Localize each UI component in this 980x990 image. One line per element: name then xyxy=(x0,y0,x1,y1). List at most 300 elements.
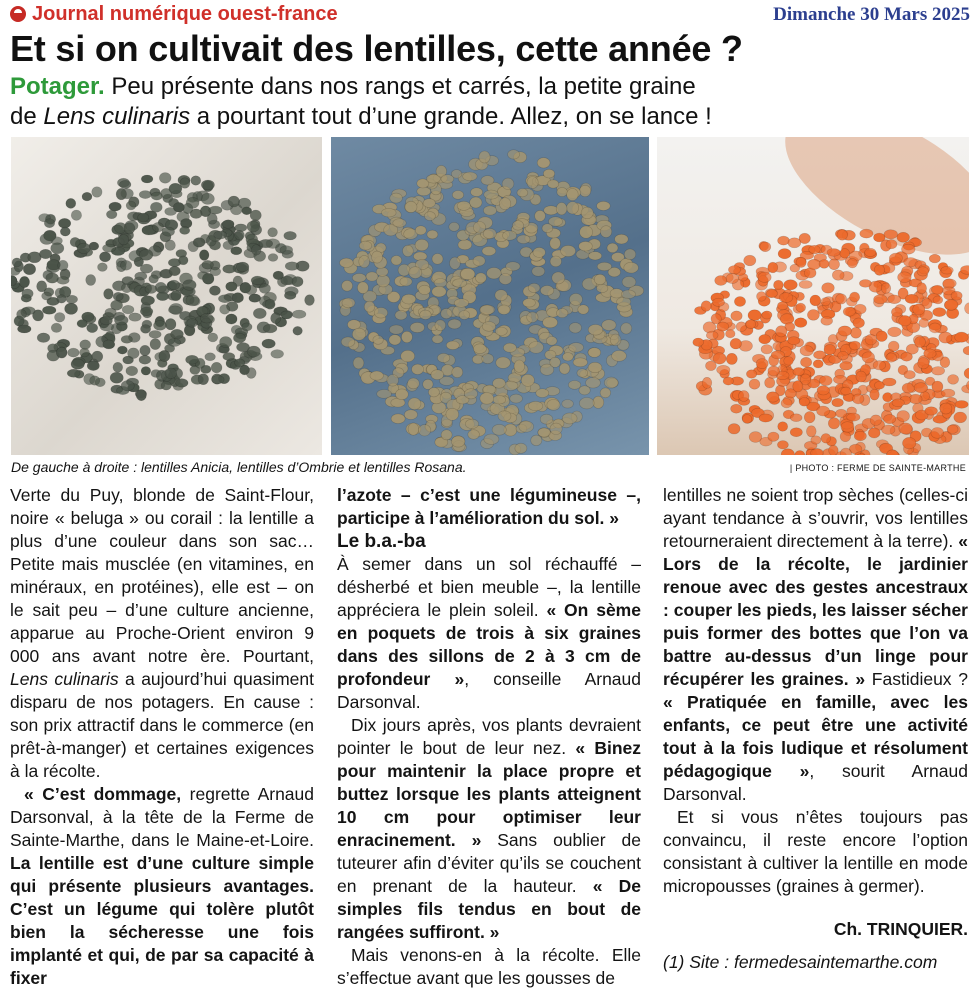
lentil-grain xyxy=(624,249,636,260)
lentil-grain xyxy=(463,172,477,181)
lentil-grain xyxy=(66,198,76,208)
photo-caption: De gauche à droite : lentilles Anicia, lentilles d’Ombrie et lentilles Rosana. xyxy=(11,459,467,475)
lentil-grain xyxy=(762,311,772,319)
lentil-grain xyxy=(593,396,604,408)
lentil-grain xyxy=(837,230,848,241)
lentil-grain xyxy=(389,325,403,334)
lentil-grain xyxy=(909,394,922,404)
lentil-grain xyxy=(717,365,730,374)
lentil-grain xyxy=(963,346,969,355)
lentil-grain xyxy=(801,357,812,367)
lentil-grain xyxy=(341,337,355,347)
lentil-grain xyxy=(129,313,141,321)
lentil-grain xyxy=(528,283,540,292)
text: À semer dans un sol réchauffé – désherbé et bien meuble –, la lentille appréciera le plein soleil. xyxy=(337,554,641,620)
lentil-grain xyxy=(597,284,608,292)
lentil-grain xyxy=(390,193,403,203)
lentil-grain xyxy=(822,283,835,293)
lentil-grain xyxy=(914,383,928,393)
lentil-grain xyxy=(468,430,480,440)
lentil-grain xyxy=(98,263,108,272)
lentil-grain xyxy=(881,283,891,294)
lentil-grain xyxy=(140,345,151,355)
lentil-grain xyxy=(393,219,406,228)
lentil-grain xyxy=(284,231,297,240)
lentil-grain xyxy=(502,178,514,189)
site-link[interactable]: fermedesaintemarthe.com xyxy=(734,952,938,972)
lentil-grain xyxy=(758,272,771,282)
lentil-grain xyxy=(373,336,383,345)
lentil-grain xyxy=(353,357,364,369)
lentil-grain xyxy=(464,389,477,399)
lentil-grain xyxy=(498,411,511,421)
lentil-grain xyxy=(578,305,589,315)
lentil-grain xyxy=(932,367,945,376)
lentil-grain xyxy=(187,319,198,328)
lentil-grain xyxy=(874,295,888,304)
lentil-grain xyxy=(280,246,293,255)
lentil-grain xyxy=(838,351,849,360)
lentil-grain xyxy=(828,418,839,429)
lentil-grain xyxy=(479,151,490,163)
lentil-grain xyxy=(543,317,558,328)
lentil-grain xyxy=(556,309,568,318)
lentil-grain xyxy=(621,323,632,334)
lentil-grain xyxy=(428,388,439,397)
lentil-grain xyxy=(22,289,33,298)
lentil-grain xyxy=(12,258,22,267)
lentil-grain xyxy=(446,341,459,350)
lentil-grain xyxy=(228,196,240,207)
lentil-grain xyxy=(884,414,896,423)
lentil-grain xyxy=(432,286,446,297)
lentil-grain xyxy=(790,428,802,437)
lentil-grain xyxy=(870,389,880,400)
lentil-grain xyxy=(404,410,417,420)
lentil-grain xyxy=(117,346,127,354)
lentil-grain xyxy=(412,364,424,374)
lentil-grain xyxy=(159,173,171,184)
lentil-grain xyxy=(917,267,929,276)
lentil-grain xyxy=(589,252,602,260)
lentil-grain xyxy=(622,277,636,288)
author-signature: Ch. TRINQUIER. xyxy=(833,919,968,939)
lentil-grain xyxy=(226,314,237,324)
lentil-grain xyxy=(888,295,901,304)
lentil-grain xyxy=(610,289,623,298)
lentil-grain xyxy=(121,336,132,344)
lentil-grain xyxy=(940,403,952,414)
lentil-grain xyxy=(252,245,262,256)
lentil-grain xyxy=(165,368,177,379)
lentil-grain xyxy=(209,206,222,214)
lentil-grain xyxy=(44,230,57,241)
lentil-grain xyxy=(568,381,580,390)
lentil-grain xyxy=(768,366,780,376)
text: Fastidieux ? xyxy=(865,669,969,689)
lentil-grain xyxy=(179,256,189,265)
lentil-grain xyxy=(104,289,114,300)
lentil-grain xyxy=(542,224,553,233)
lentil-grain xyxy=(728,266,740,275)
lentil-grain xyxy=(768,262,778,273)
lentil-grain xyxy=(527,177,538,189)
lentil-grain xyxy=(819,376,832,386)
lentil-grain xyxy=(42,306,56,314)
lentil-grain xyxy=(832,398,844,406)
lentil-grain xyxy=(169,266,180,276)
lentil-grain xyxy=(579,185,590,196)
lentil-grain xyxy=(529,342,544,354)
lentil-grain xyxy=(702,377,712,388)
lentil-grain xyxy=(80,340,91,350)
lentil-grain xyxy=(728,424,740,434)
lentil-grain xyxy=(396,389,409,400)
lentil-grain xyxy=(559,363,570,374)
lentil-grain xyxy=(918,358,929,369)
lentil-grain xyxy=(51,323,62,332)
lentil-grain xyxy=(868,428,880,438)
text: , conseille Arnaud Darsonval. xyxy=(337,669,641,712)
lentil-grain xyxy=(965,303,970,314)
subheading: Le b.a.-ba xyxy=(337,531,426,552)
lentil-grain xyxy=(579,241,593,251)
lentil-grain xyxy=(480,305,495,315)
lentil-grain xyxy=(342,280,353,291)
lentil-grain xyxy=(114,315,128,325)
lentil-grain xyxy=(165,240,175,251)
lentil-grain xyxy=(173,202,184,212)
lentil-grain xyxy=(874,233,886,242)
lentil-grain xyxy=(813,360,823,368)
lentil-grain xyxy=(853,318,865,328)
lentil-grain xyxy=(771,351,784,359)
lentil-grain xyxy=(259,284,270,294)
lentil-grain xyxy=(506,262,520,271)
lentil-grain xyxy=(51,243,64,254)
lentil-grain xyxy=(535,210,546,221)
lentil-grain xyxy=(126,201,136,210)
lentil-grain xyxy=(712,298,724,306)
lentil-grain xyxy=(711,314,721,324)
lentil-grain xyxy=(777,441,788,449)
lentil-grain xyxy=(183,280,197,291)
lentil-grain xyxy=(781,399,792,408)
lentil-grain xyxy=(929,254,940,263)
lentil-grain xyxy=(220,305,230,315)
lentil-grain xyxy=(579,398,594,409)
lentil-grain xyxy=(446,408,459,420)
lentil-grain xyxy=(726,273,738,283)
lentil-grain xyxy=(202,273,214,284)
lentil-grain xyxy=(931,285,943,294)
lentil-grain xyxy=(65,303,78,314)
paragraph xyxy=(10,783,314,990)
lentil-grain xyxy=(372,251,383,263)
lentil-grain xyxy=(824,344,836,354)
text: regrette Arnaud Darsonval, à la tête de la Ferme de Sainte-Marthe, dans le Maine-et-Loire. xyxy=(10,784,314,850)
lentil-grain xyxy=(540,286,553,296)
lentil-grain xyxy=(600,226,611,238)
section-kicker: Potager. xyxy=(10,73,105,100)
lentil-grain xyxy=(832,270,844,280)
lentil-grain xyxy=(503,231,517,241)
lentil-grain xyxy=(366,272,378,281)
lentil-grain xyxy=(562,413,577,424)
lentil-grain xyxy=(547,400,560,411)
lentil-grain xyxy=(954,412,967,423)
lentil-grain xyxy=(774,280,784,290)
lentil-grain xyxy=(804,412,815,423)
lentil-grain xyxy=(39,249,51,258)
lentil-pile-2 xyxy=(331,137,649,455)
lentil-grain xyxy=(573,358,587,367)
lentil-grain xyxy=(532,266,545,276)
lentil-grain xyxy=(538,428,550,437)
lentil-grain xyxy=(540,414,553,424)
lentil-grain xyxy=(821,317,833,326)
lentil-grain xyxy=(873,361,886,370)
lentil-grain xyxy=(281,311,292,319)
lentil-grain xyxy=(201,193,214,204)
lentil-grain xyxy=(594,274,605,285)
lentil-grain xyxy=(271,350,284,359)
lentil-grain xyxy=(473,222,485,234)
lentil-grain xyxy=(915,337,926,348)
lentil-grain xyxy=(419,285,431,294)
lentil-grain xyxy=(523,299,536,308)
lentil-grain xyxy=(777,302,787,310)
lentil-grain xyxy=(87,361,99,371)
lentil-grain xyxy=(495,290,507,301)
lentil-grain xyxy=(46,273,59,283)
lentil-grain xyxy=(473,344,486,354)
lentil-grain xyxy=(105,308,116,317)
lentil-grain xyxy=(854,304,866,314)
lentil-grain xyxy=(169,183,182,194)
lentil-grain xyxy=(191,176,201,185)
quote: l’azote – c’est une légumineuse –, participe à l’amélioration du sol. » xyxy=(337,485,641,528)
lentil-grain xyxy=(492,424,506,435)
lentil-grain xyxy=(441,308,452,318)
lentil-grain xyxy=(955,401,968,409)
lentil-grain xyxy=(496,357,511,368)
lentil-grain xyxy=(92,187,102,198)
lentil-grain xyxy=(856,371,866,382)
lentil-grain xyxy=(453,279,467,288)
lentil-grain xyxy=(448,319,461,329)
paragraph xyxy=(337,484,641,530)
lentil-grain xyxy=(226,282,237,291)
lentil-grain xyxy=(533,247,545,257)
lentil-grain xyxy=(139,191,151,199)
lentil-grain xyxy=(471,188,483,197)
lentil-grain xyxy=(342,298,355,308)
lentil-grain xyxy=(552,272,565,284)
lentil-grain xyxy=(198,374,209,385)
lentil-grain xyxy=(854,431,866,441)
lentil-grain xyxy=(784,280,798,290)
article-headline: Et si on cultivait des lentilles, cette année ? xyxy=(10,28,743,69)
lentil-grain xyxy=(200,313,213,323)
lentil-grain xyxy=(357,282,368,294)
lentil-grain xyxy=(836,294,847,304)
lentil-grain xyxy=(138,213,149,222)
lentil-grain xyxy=(409,267,422,279)
lentil-grain xyxy=(759,414,772,422)
lentil-grain xyxy=(382,208,397,217)
lentil-grain xyxy=(495,327,507,335)
standfirst-text-1: Peu présente dans nos rangs et carrés, la petite graine xyxy=(104,73,696,100)
lentil-grain xyxy=(242,207,252,215)
lentil-grain xyxy=(389,335,401,345)
lentil-grain xyxy=(231,247,242,255)
lentil-grain xyxy=(829,259,840,270)
lentil-grain xyxy=(563,353,574,361)
text: , sourit Arnaud Darsonval. xyxy=(663,761,968,804)
lentil-grain xyxy=(557,187,568,196)
lentil-grain xyxy=(701,301,711,312)
lentil-grain xyxy=(588,325,603,336)
lentil-grain xyxy=(423,199,435,208)
lentil-grain xyxy=(766,289,777,297)
paragraph: Mais venons-en à la récolte. Elle s’effectue avant que les gousses de xyxy=(337,945,641,988)
lentil-grain xyxy=(208,333,218,342)
brand[interactable] xyxy=(10,3,338,26)
lentil-grain xyxy=(154,321,167,331)
lentil-grain xyxy=(401,350,415,362)
lentil-grain xyxy=(597,201,611,210)
lentil-grain xyxy=(580,226,593,238)
lentil-grain xyxy=(259,239,273,247)
lentil-grain xyxy=(919,319,929,328)
latin-name: Lens culinaris xyxy=(10,669,119,689)
lentil-grain xyxy=(779,293,793,303)
lentil-grain xyxy=(731,311,742,321)
lentil-grain xyxy=(706,331,718,339)
lentil-grain xyxy=(19,276,29,287)
lentil-grain xyxy=(870,415,881,426)
lentil-grain xyxy=(498,305,510,315)
lentil-grain xyxy=(757,292,767,302)
quote: « Lors de la récolte, le jardinier renoue avec des gestes ancestraux : couper les pieds, les laisser sécher puis former des bottes que l’on va battre au-dessus d’un linge pour récupérer les graines. » xyxy=(663,531,968,689)
lentil-grain xyxy=(435,320,446,331)
lentil-grain xyxy=(268,228,278,237)
lentil-grain xyxy=(199,250,209,261)
lentil-grain xyxy=(465,419,478,429)
text: a aujourd’hui quasiment disparu de nos potagers. En cause : son prix attractif dans le commerce (en prêt-à-manger) et certaines exigences à la récolte. xyxy=(10,669,314,781)
lentil-grain xyxy=(201,180,214,190)
lentil-grain xyxy=(118,235,128,245)
lentil-grain xyxy=(902,244,916,254)
paragraph xyxy=(10,484,314,783)
lentil-grain xyxy=(624,262,639,273)
lentil-grain xyxy=(284,291,296,299)
lentil-grain xyxy=(612,351,627,362)
lentil-grain xyxy=(193,238,205,248)
lentil-grain xyxy=(883,378,897,386)
lentil-grain xyxy=(821,434,831,444)
lentil-grain xyxy=(451,436,465,447)
lentil-grain xyxy=(141,175,153,183)
lentil-grain xyxy=(903,437,916,448)
lentil-grain xyxy=(610,334,621,346)
lentil-grain xyxy=(806,426,816,437)
lentil-grain xyxy=(37,281,47,292)
lentil-grain xyxy=(223,353,235,361)
lentil-grain xyxy=(480,393,494,405)
lentil-grain xyxy=(482,322,495,332)
lentil-grain xyxy=(236,262,249,272)
lentil-grain xyxy=(933,296,943,304)
lentil-grain xyxy=(340,258,354,267)
lentil-grain xyxy=(543,169,554,178)
lentil-grain xyxy=(841,387,851,395)
lentil-grain xyxy=(882,425,895,434)
lentil-grain xyxy=(795,451,805,456)
paragraph xyxy=(337,714,641,944)
lentil-grain xyxy=(800,346,813,356)
lentil-grain xyxy=(749,379,760,389)
lentil-grain xyxy=(202,260,214,269)
lentil-grain xyxy=(120,260,131,270)
lentil-grain xyxy=(776,326,787,337)
lentil-grain xyxy=(214,231,227,239)
lentil-grain xyxy=(799,398,809,407)
lentil-grain xyxy=(723,377,733,385)
lentil-grain xyxy=(862,352,875,363)
lentil-grain xyxy=(744,255,756,266)
lentil-grain xyxy=(739,391,750,402)
lentil-grain xyxy=(600,388,611,398)
lentil-grain xyxy=(778,249,791,259)
lentil-grain xyxy=(159,350,170,361)
lentil-grain xyxy=(68,348,79,357)
lentil-grain xyxy=(546,337,557,346)
lentil-grain xyxy=(359,241,371,250)
lentil-grain xyxy=(931,428,944,439)
lentil-grain xyxy=(607,243,618,253)
lentil-grain xyxy=(18,325,32,333)
lentil-grain xyxy=(569,343,584,353)
lentil-grain xyxy=(66,295,77,303)
lentil-grain xyxy=(44,219,54,228)
lentil-grain xyxy=(528,401,542,410)
lentil-grain xyxy=(71,359,84,369)
lentil-grain xyxy=(162,227,175,236)
lentil-grain xyxy=(550,256,561,267)
lentil-grain xyxy=(932,381,943,392)
lentil-grain xyxy=(140,307,153,316)
lentil-grain xyxy=(550,237,561,249)
lentil-grain xyxy=(415,239,428,251)
text: Verte du Puy, blonde de Saint-Flour, noire « beluga » ou corail : la lentille a plus d’une couleur dans son sac… Petite mais musclée (en vitamines, en minéraux, en protéines), elle est – on le sait peu – d’une culture ancienne, apparue au Proche-Orient environ 9 000 ans avant notre ère. Pourtant, xyxy=(10,485,314,666)
lentil-grain xyxy=(859,280,871,288)
lentil-grain xyxy=(569,323,581,333)
lentil-grain xyxy=(569,293,582,305)
lentil-grain xyxy=(778,236,790,245)
lentil-grain xyxy=(424,212,435,221)
lentil-grain xyxy=(550,357,561,367)
lentil-grain xyxy=(765,377,775,388)
lentil-grain xyxy=(536,389,549,398)
lentil-pile-3 xyxy=(657,137,969,455)
lentil-grain xyxy=(398,264,410,276)
lentil-grain xyxy=(374,308,387,319)
lentil-grain xyxy=(113,292,123,301)
lentil-grain xyxy=(171,329,184,339)
lentil-grain xyxy=(432,335,443,343)
